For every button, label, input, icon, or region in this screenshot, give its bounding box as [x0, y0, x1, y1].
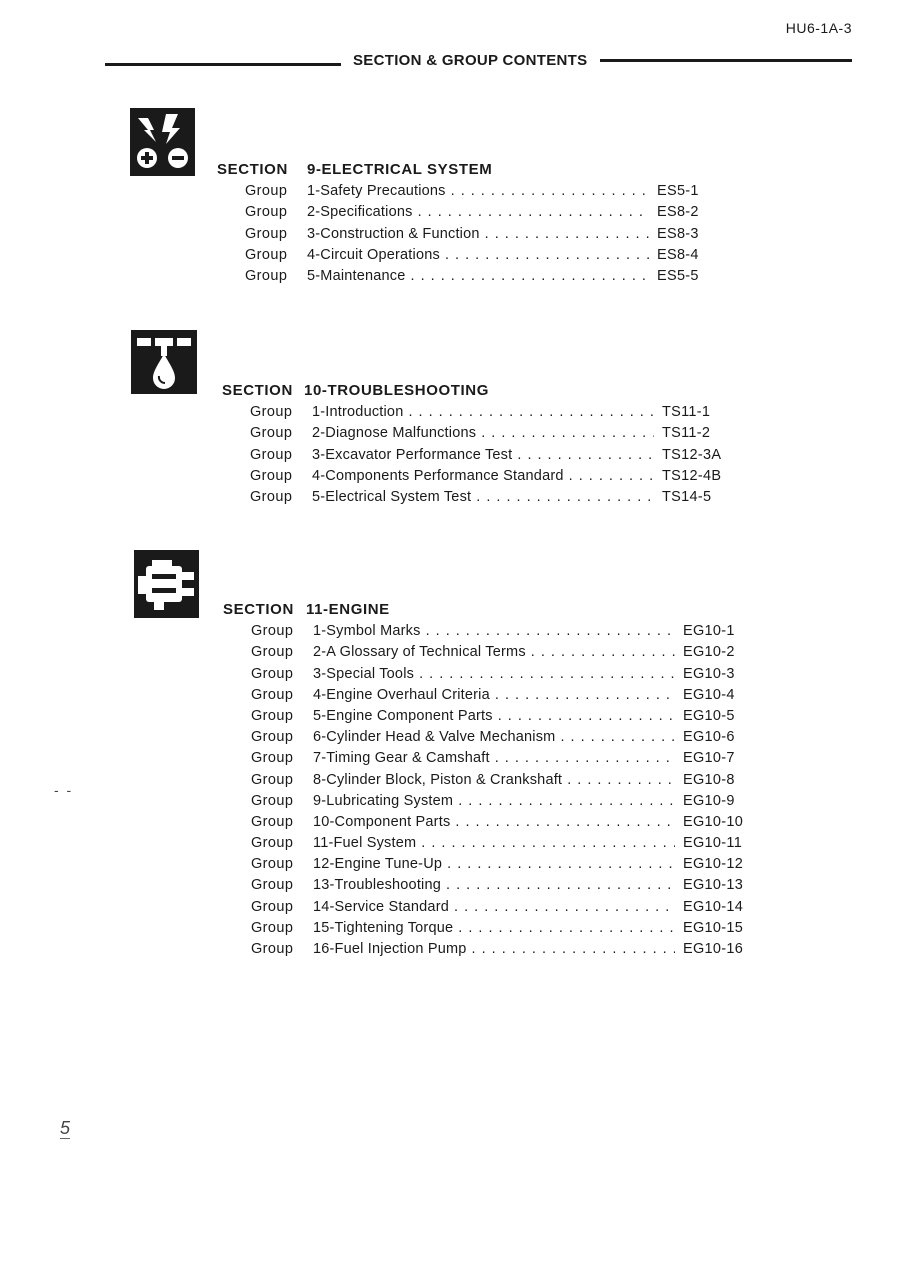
section-name: 9-ELECTRICAL SYSTEM: [307, 161, 493, 178]
group-label: Group: [251, 919, 294, 936]
list-item: [223, 724, 763, 745]
page-code: EG10-13: [683, 877, 744, 894]
list-item: [223, 893, 763, 914]
group-label: Group: [251, 898, 294, 915]
group-title: 1-Safety Precautions . . .: [307, 183, 649, 199]
group-title: 1-Symbol Marks . . .: [313, 623, 675, 639]
section-name: 11-ENGINE: [306, 601, 390, 618]
group-label: Group: [251, 792, 294, 809]
group-title: 3-Excavator Performance Test . . .: [312, 447, 654, 463]
list-item: [223, 915, 763, 936]
header-rule-right: [600, 59, 852, 62]
list-item: [223, 639, 763, 660]
list-item: [223, 830, 763, 851]
group-title: 9-Lubricating System . . .: [313, 793, 675, 809]
group-label: Group: [250, 404, 293, 421]
section-label: SECTION: [223, 601, 294, 618]
page-code: TS11-2: [662, 425, 711, 442]
electrical-icon: [130, 108, 195, 176]
group-title: 7-Timing Gear & Camshaft . . .: [313, 750, 675, 766]
page-code: EG10-6: [683, 729, 735, 746]
group-label: Group: [251, 644, 294, 661]
group-label: Group: [251, 856, 294, 873]
list-item: [223, 809, 763, 830]
group-title: 14-Service Standard . . .: [313, 899, 675, 915]
group-title: 8-Cylinder Block, Piston & Crankshaft . . .: [313, 772, 675, 788]
page-code: EG10-10: [683, 813, 744, 830]
list-item: [222, 399, 742, 420]
engine-icon: [134, 550, 199, 618]
list-item: [223, 851, 763, 872]
list-item: [223, 745, 763, 766]
group-label: Group: [245, 246, 288, 263]
group-label: Group: [250, 446, 293, 463]
group-label: Group: [251, 813, 294, 830]
section-engine: [223, 597, 763, 957]
list-item: [222, 463, 742, 484]
group-title: 5-Electrical System Test . . .: [312, 489, 654, 505]
group-title: 5-Engine Component Parts . . .: [313, 708, 675, 724]
group-label: Group: [251, 835, 294, 852]
group-label: Group: [245, 204, 288, 221]
group-label: Group: [251, 729, 294, 746]
group-label: Group: [245, 225, 288, 242]
list-item: [223, 788, 763, 809]
group-title: 3-Construction & Function . . .: [307, 226, 649, 242]
group-title: 2-Diagnose Malfunctions . . .: [312, 425, 654, 441]
section-heading: [223, 597, 763, 618]
list-item: [223, 766, 763, 787]
page-id: HU6-1A-3: [785, 20, 852, 36]
page-code: EG10-2: [683, 644, 735, 661]
group-label: Group: [251, 750, 294, 767]
list-item: [223, 618, 763, 639]
group-title: 13-Troubleshooting . . .: [313, 877, 675, 893]
margin-handwritten-mark: 5: [60, 1118, 71, 1138]
page-code: TS11-1: [662, 404, 711, 421]
page-code: EG10-4: [683, 686, 735, 703]
group-label: Group: [251, 623, 294, 640]
group-title: 5-Maintenance . . .: [307, 268, 649, 284]
margin-dash-mark: - -: [54, 782, 74, 798]
contents-header: [105, 52, 852, 74]
list-item: [222, 484, 742, 505]
section-label: SECTION: [222, 382, 293, 399]
page-code: EG10-11: [683, 835, 743, 852]
page-code: EG10-9: [683, 792, 735, 809]
group-title: 2-Specifications . . .: [307, 204, 649, 220]
list-item: [222, 420, 742, 441]
group-title: 11-Fuel System . . .: [313, 835, 675, 851]
group-title: 16-Fuel Injection Pump . . .: [313, 941, 675, 957]
list-item: [223, 936, 763, 957]
group-title: 6-Cylinder Head & Valve Mechanism . . .: [313, 729, 675, 745]
page-code: EG10-14: [683, 898, 744, 915]
page-code: ES8-4: [657, 246, 699, 263]
group-title: 3-Special Tools . . .: [313, 666, 675, 682]
section-label: SECTION: [217, 161, 288, 178]
page-code: EG10-12: [683, 856, 744, 873]
page-code: ES5-5: [657, 267, 699, 284]
section-heading: [222, 378, 742, 399]
group-title: 4-Components Performance Standard . . .: [312, 468, 654, 484]
group-label: Group: [245, 267, 288, 284]
page-code: EG10-7: [683, 750, 735, 767]
contents-title: SECTION & GROUP CONTENTS: [353, 52, 588, 69]
group-title: 12-Engine Tune-Up . . .: [313, 856, 675, 872]
group-label: Group: [250, 488, 293, 505]
list-item: [217, 263, 737, 284]
group-label: Group: [251, 665, 294, 682]
list-item: [223, 682, 763, 703]
section-name: 10-TROUBLESHOOTING: [304, 382, 489, 399]
section-heading: [217, 157, 737, 178]
page-code: EG10-1: [683, 623, 735, 640]
group-label: Group: [250, 467, 293, 484]
group-title: 10-Component Parts . . .: [313, 814, 675, 830]
page-code: ES8-2: [657, 204, 699, 221]
page-code: TS14-5: [662, 488, 712, 505]
page-code: TS12-3A: [662, 446, 722, 463]
troubleshooting-icon: [131, 330, 197, 394]
group-title: 2-A Glossary of Technical Terms . . .: [313, 644, 675, 660]
page-code: EG10-8: [683, 771, 735, 788]
list-item: [223, 703, 763, 724]
list-item: [217, 242, 737, 263]
group-title: 4-Engine Overhaul Criteria . . .: [313, 687, 675, 703]
group-title: 1-Introduction . . .: [312, 404, 654, 420]
list-item: [222, 441, 742, 462]
group-title: 4-Circuit Operations . . .: [307, 247, 649, 263]
group-label: Group: [250, 425, 293, 442]
group-label: Group: [251, 941, 294, 957]
group-label: Group: [251, 771, 294, 788]
header-rule-left: [105, 63, 341, 66]
list-item: [223, 872, 763, 893]
group-label: Group: [251, 707, 294, 724]
list-item: [217, 220, 737, 241]
group-label: Group: [245, 183, 288, 200]
page-code: EG10-15: [683, 919, 744, 936]
page-code: EG10-3: [683, 665, 735, 682]
page-code: EG10-16: [683, 941, 744, 957]
page-code: TS12-4B: [662, 467, 722, 484]
group-label: Group: [251, 686, 294, 703]
group-label: Group: [251, 877, 294, 894]
list-item: [223, 660, 763, 681]
section-troubleshooting: [222, 378, 742, 505]
group-title: 15-Tightening Torque . . .: [313, 920, 675, 936]
list-item: [217, 178, 737, 199]
page-code: ES8-3: [657, 225, 699, 242]
list-item: [217, 199, 737, 220]
page-code: ES5-1: [657, 183, 699, 200]
page-code: EG10-5: [683, 707, 735, 724]
section-electrical-system: [217, 157, 737, 284]
